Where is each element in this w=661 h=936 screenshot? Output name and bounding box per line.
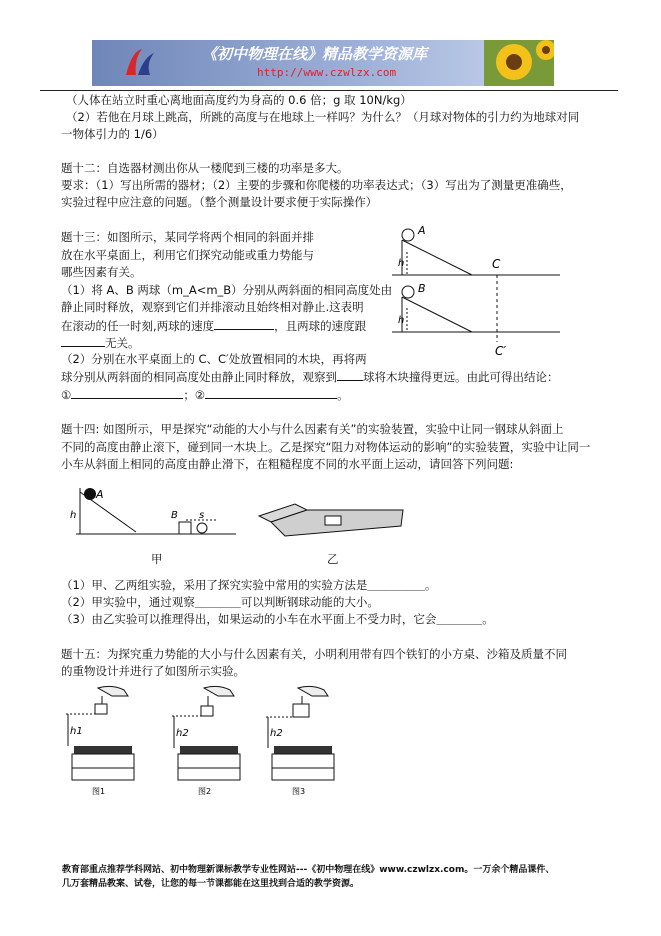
q13-line7-text: 无关。: [105, 336, 140, 350]
q14-sub3: （3）由乙实验可以推理得出，如果运动的小车在水平面上不受力时，它会＿＿＿＿。: [61, 612, 494, 626]
q13-label-a: A: [418, 224, 426, 237]
banner-url[interactable]: http://www.czwlzx.com: [257, 66, 397, 79]
q13-line3: 哪些因素有关。: [61, 265, 142, 279]
q15-figure-2: [168, 684, 248, 799]
footer-line1: 教育部重点推荐学科网站、初中物理新课标教学专业性网站---《初中物理在线》www.czwlzx.com。一万余个精品课件、: [62, 865, 555, 875]
q13-line8: （2）分别在水平桌面上的 C、C′处放置相同的木块，再将两: [61, 352, 367, 366]
q13-conclusion-2-mark: ；②: [183, 388, 206, 402]
q15-fig1-caption: 图1: [92, 787, 106, 796]
q13-blank-speed[interactable]: [214, 317, 274, 330]
q14-label-a: A: [96, 488, 104, 501]
q13-ball-b: [402, 286, 414, 298]
q13-line6: [61, 317, 366, 334]
q12-line3: 实验过程中应注意的问题。（整个测量设计要求便于实际操作）: [61, 195, 378, 209]
q11-line1: （人体在站立时重心离地面高度约为身高的 0.6 倍；g 取 10N/kg）: [66, 93, 412, 107]
q14-figure-yi: [255, 496, 405, 546]
q14-sub1: （1）甲、乙两组实验，采用了探究实验中常用的实验方法是＿＿＿＿＿。: [61, 578, 437, 592]
q13-line6-part1: 在滚动的任一时刻,两球的速度: [61, 319, 215, 333]
q13-label-h1: h: [398, 258, 405, 269]
q15-line2: 的重物设计并进行了如图所示实验。: [61, 664, 245, 678]
q14-cart: [325, 516, 341, 525]
q13-blank-ball[interactable]: [337, 368, 363, 381]
q13-line9: [61, 368, 559, 385]
banner-title: 《初中物理在线》精品教学资源库: [202, 45, 428, 63]
q14-figure-jia: [66, 484, 241, 544]
q13-line10: [61, 386, 349, 403]
q14-wood-block: [179, 522, 191, 534]
footer-line2: 几万套精品教案、试卷，让您的每一节课都能在这里找到合适的教学资源。: [62, 879, 360, 889]
q15-fig2-h: h2: [176, 728, 189, 739]
q15-fig1-h: h1: [70, 726, 83, 737]
q14-caption-jia: 甲: [151, 552, 163, 566]
header-banner: [92, 40, 554, 86]
q13-line5: 静止同时释放，观察到它们并排滚动且始终相对静止.这表明: [61, 300, 364, 314]
site-logo-icon: [122, 45, 158, 81]
q13-blank-conclusion-2[interactable]: [205, 386, 337, 399]
q15-figure-3: [262, 684, 342, 799]
q14-line3: 小车从斜面上相同的高度由静止滑下，在粗糙程度不同的水平面上运动，请回答下列问题:: [61, 457, 514, 471]
q14-label-h: h: [70, 510, 77, 521]
q13-line6-part2: ，且两球的速度跟: [274, 319, 367, 333]
q13-blank-factor[interactable]: [61, 334, 105, 347]
q13-line9-part2: 球将木块撞得更远。由此可得出结论：: [363, 370, 559, 384]
q14-label-b: B: [171, 510, 178, 521]
q14-label-s: s: [199, 510, 205, 521]
q13-line7: [61, 334, 140, 351]
q13-conclusion-1-mark: ①: [61, 388, 72, 402]
q13-end-mark: 。: [337, 388, 349, 402]
q15-line1: 题十五：为探究重力势能的大小与什么因素有关，小明利用带有四个铁钉的小方桌、沙箱及质量不同: [61, 647, 567, 661]
q11-line3: 一物体引力的 1/6）: [61, 127, 164, 141]
sunflower-icon: [484, 40, 554, 86]
q14-line1: 题十四: 如图所示，甲是探究“动能的大小与什么因素有关”的实验装置，实验中让同一钢球从斜面上: [61, 422, 564, 436]
header-rule: [40, 90, 618, 91]
q13-label-c: C: [492, 257, 501, 271]
q15-fig2-caption: 图2: [198, 787, 212, 796]
q13-label-c-prime: C′: [495, 344, 507, 358]
q14-ball-b: [197, 523, 207, 533]
q13-figure: [392, 222, 572, 362]
q13-line9-part1: 球分别从两斜面的相同高度处由静止同时释放，观察到: [61, 370, 337, 384]
q13-line1: 题十三：如图所示，某同学将两个相同的斜面并排: [61, 230, 314, 244]
q15-fig3-h: h2: [270, 728, 283, 739]
q12-line1: 题十二：自选器材测出你从一楼爬到三楼的功率是多大。: [61, 161, 349, 175]
q13-label-h2: h: [398, 315, 405, 326]
q11-line2: （2）若他在月球上跳高，所跳的高度与在地球上一样吗？为什么？（月球对物体的引力约为地球对同: [66, 110, 580, 124]
q15-fig3-caption: 图3: [292, 787, 306, 796]
q15-figure-1: [62, 684, 142, 799]
q14-sub2: （2）甲实验中，通过观察＿＿＿＿可以判断钢球动能的大小。: [61, 595, 379, 609]
q14-caption-yi: 乙: [327, 552, 339, 566]
q13-ball-a: [402, 229, 414, 241]
q13-label-b: B: [418, 282, 426, 295]
q12-line2: 要求：（1）写出所需的器材；（2）主要的步骤和你爬楼的功率表达式；（3）写出为了测量更准确些，: [61, 178, 572, 192]
q13-line2: 放在水平桌面上，利用它们探究动能或重力势能与: [61, 248, 314, 262]
q14-line2: 不同的高度由静止滚下，碰到同一木块上。乙是探究“阻力对物体运动的影响”的实验装置，实验中让同一: [61, 440, 591, 454]
q14-steel-ball: [84, 488, 96, 500]
q13-blank-conclusion-1[interactable]: [71, 386, 183, 399]
q13-line4: （1）将 A、B 两球（m_A<m_B）分别从两斜面的相同高度处由: [61, 283, 393, 297]
